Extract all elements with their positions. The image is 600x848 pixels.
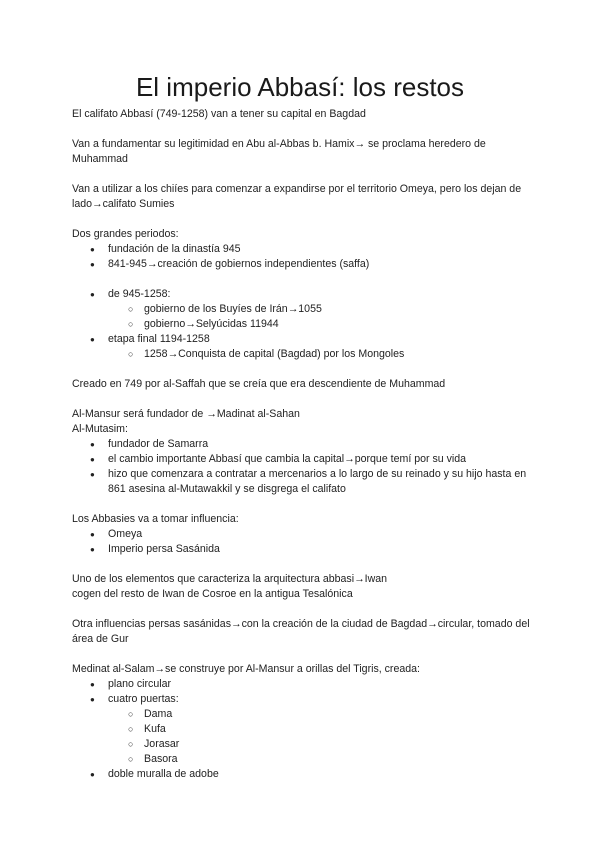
periods-heading: Dos grandes periodos:: [72, 228, 179, 240]
list-item-label: cuatro puertas:: [108, 693, 179, 705]
sublist-item: ○ Basora: [72, 752, 542, 767]
list-item-label: etapa final 1194-1258: [108, 333, 210, 345]
periods-list-2: [72, 287, 542, 362]
paragraph-iwan-1: Uno de los elementos que caracteriza la arquitectura abbasi→Iwan: [72, 573, 388, 585]
sublist-item: ○ 1258→Conquista de capital (Bagdad) por los Mongoles: [72, 347, 542, 362]
salam-list: [72, 677, 542, 782]
sublist-item: ○ gobierno de los Buyíes de Irán→1055: [72, 302, 542, 317]
periods-list: [72, 242, 542, 272]
paragraph-mansur: Al-Mansur será fundador de →Madinat al-Sahan: [72, 408, 300, 420]
influences-list: [72, 527, 542, 557]
mutasim-heading: Al-Mutasim:: [72, 423, 128, 435]
list-item: ● el cambio importante Abbasí que cambia la capital→porque temí por su vida: [72, 452, 542, 467]
list-item: ● fundador de Samarra: [72, 437, 542, 452]
list-item: ● Omeya: [72, 527, 542, 542]
paragraph-iwan-2: cogen del resto de Iwan de Cosroe en la antigua Tesalónica: [72, 588, 353, 600]
list-item: [72, 287, 542, 332]
sublist-item: ○ Jorasar: [72, 737, 542, 752]
sublist-final: [72, 347, 542, 362]
list-item-label: de 945-1258:: [108, 288, 171, 300]
gates-list: [72, 707, 542, 767]
sublist-item: ○ gobierno→Selyúcidas 11944: [72, 317, 542, 332]
list-item: ● plano circular: [72, 677, 542, 692]
paragraph-legitimidad: Van a fundamentar su legitimidad en Abu al-Abbas b. Hamix→ se proclama heredero de Muhammad: [72, 138, 486, 165]
page-title: El imperio Abbasí: los restos: [135, 72, 465, 102]
list-item: [72, 332, 542, 362]
sublist-item: ○ Dama: [72, 707, 542, 722]
document-body: [72, 107, 542, 782]
salam-heading: Medinat al-Salam→se construye por Al-Mansur a orillas del Tigris, creada:: [72, 663, 420, 675]
paragraph-saffah: Creado en 749 por al-Saffah que se creía que era descendiente de Muhammad: [72, 378, 446, 390]
list-item: ● 841-945→creación de gobiernos independientes (saffa): [72, 257, 542, 272]
list-item: ● Imperio persa Sasánida: [72, 542, 542, 557]
influences-heading: Los Abbasies va a tomar influencia:: [72, 513, 239, 525]
paragraph-chiies: Van a utilizar a los chiíes para comenzar a expandirse por el territorio Omeya, pero los dejan de lado→califato Sumies: [72, 183, 522, 210]
paragraph-bagdad: Otra influencias persas sasánidas→con la creación de la ciudad de Bagdad→circular, tomado del área de Gur: [72, 618, 530, 645]
list-item: ● doble muralla de adobe: [72, 767, 542, 782]
mutasim-list: [72, 437, 542, 497]
list-item: [72, 692, 542, 767]
paragraph-califato: El califato Abbasí (749-1258) van a tener su capital en Bagdad: [72, 108, 366, 120]
sublist-945: [72, 302, 542, 332]
list-item: ● hizo que comenzara a contratar a mercenarios a lo largo de su reinado y su hijo hasta en 861 asesina al-Mutawakkil y se disgrega el califato: [72, 467, 542, 497]
sublist-item: ○ Kufa: [72, 722, 542, 737]
list-item: ● fundación de la dinastía 945: [72, 242, 542, 257]
